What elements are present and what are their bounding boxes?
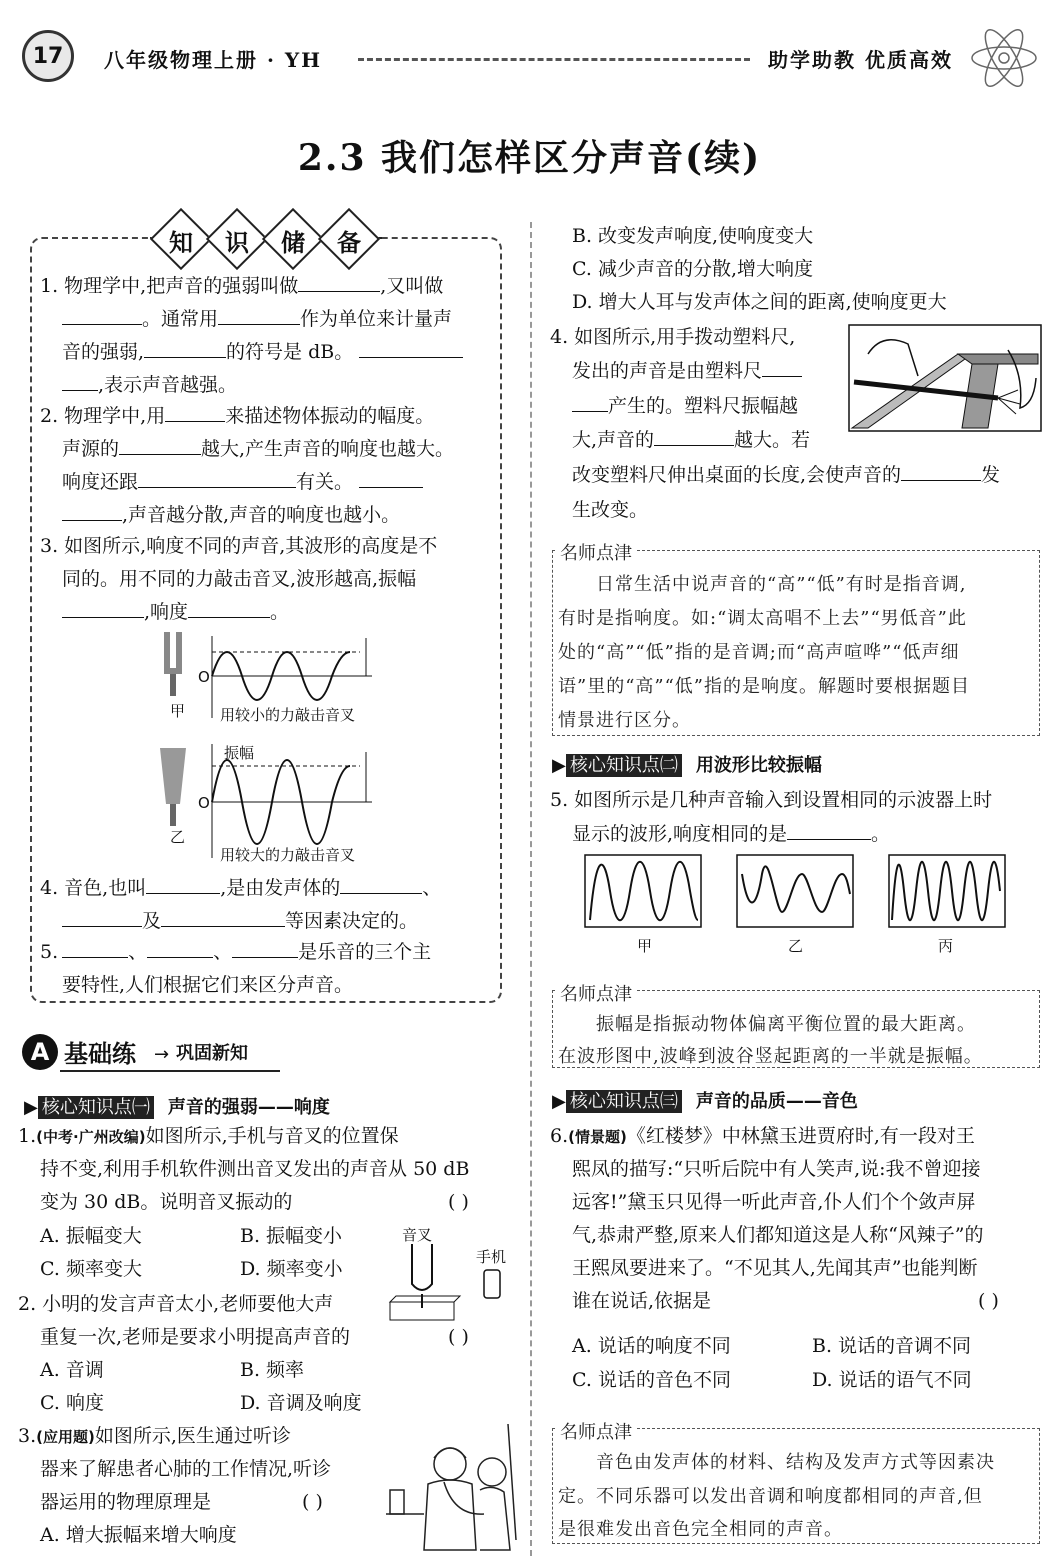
amplitude-label: 振幅 [224, 744, 255, 762]
q4-line3: 产生的。塑料尺振幅越 [572, 390, 798, 423]
fork-and-phone-figure [384, 1240, 514, 1330]
k2-line3: 响度还跟 有关。 [62, 466, 423, 499]
k1-line2: 。通常用 作为单位来计量声 [62, 303, 452, 336]
q1-option-b[interactable]: B. 振幅变小 [240, 1225, 343, 1247]
knowledge-banner: 知 识 储 备 [150, 211, 382, 267]
k4-line2: 及 等因素决定的。 [62, 905, 418, 938]
q3-answer-paren[interactable]: ( ) [302, 1491, 323, 1513]
oscilloscope-c [889, 855, 1005, 927]
fork-caption-b: 用较大的力敲击音叉 [220, 846, 356, 864]
q6-answer-paren[interactable]: ( ) [978, 1290, 999, 1312]
tip2-line2: 在波形图中,波峰到波谷竖起距离的一半就是振幅。 [558, 1046, 983, 1067]
oscilloscope-a [585, 855, 701, 927]
k2-line2: 声源的 越大,产生声音的响度也越大。 [62, 438, 455, 460]
oscilloscope-label-a: 甲 [637, 937, 653, 955]
q6-line2: 熙凤的描写:“只听后院中有人笑声,说:我不曾迎接 [572, 1158, 981, 1180]
kp3-header: ▶ 核心知识点㈢ 声音的品质——音色 [552, 1091, 858, 1112]
fork-label-a: 甲 [170, 702, 186, 720]
k5-line1: 5. 、 、 是乐音的三个主 [40, 941, 432, 963]
q6-line5: 王熙凤要进来了。“不见其人,先闻其声”也能判断 [572, 1257, 978, 1279]
q4-line6: 生改变。 [572, 499, 649, 521]
k3-line1: 3. 如图所示,响度不同的声音,其波形的高度是不 [40, 535, 438, 557]
q1-option-c[interactable]: C. 频率变大 [40, 1258, 142, 1280]
kp2-header: ▶ 核心知识点㈡ 用波形比较振幅 [552, 755, 822, 776]
q2-option-c[interactable]: C. 响度 [40, 1392, 104, 1414]
q4-line5: 改变塑料尺伸出桌面的长度,会使声音的 发 [572, 464, 1001, 486]
tuning-fork-b-icon [160, 748, 186, 826]
column-divider [530, 222, 532, 1556]
practice-badge: A [22, 1034, 58, 1070]
header-divider [358, 58, 750, 61]
book-title: 八年级物理上册 · YH [104, 48, 323, 72]
tip1-line5: 情景进行区分。 [558, 710, 691, 731]
oscilloscope-label-b: 乙 [788, 937, 804, 955]
tip1-line3: 处的“高”“低”指的是音调;而“高声喧哗”“低声细 [558, 642, 960, 663]
k3-line2: 同的。用不同的力敲击音叉,波形越高,振幅 [62, 568, 417, 590]
kp1-header: ▶ 核心知识点㈠ 声音的强弱——响度 [24, 1097, 330, 1118]
tip1-line4: 语”里的“高”“低”指的是响度。解题时要根据题目 [558, 676, 971, 697]
doctor-stethoscope-figure [384, 1420, 520, 1560]
tip3-line1: 音色由发声体的材料、结构及发声方式等因素决 [596, 1452, 995, 1473]
k1-line4: ,表示声音越强。 [62, 369, 237, 402]
ruler-on-table-figure [848, 324, 1042, 432]
tip3-line2: 定。不同乐器可以发出音调和响度都相同的声音,但 [558, 1486, 983, 1507]
header-slogan: 助学助教 优质高效 [768, 48, 953, 72]
q6-line1: 6.(情景题)《红楼梦》中林黛玉进贾府时,有一段对王 [550, 1125, 975, 1147]
page-title: 2.3 我们怎样区分声音(续) [297, 137, 762, 179]
k5-line2: 要特性,人们根据它们来区分声音。 [62, 974, 354, 996]
practice-title: 基础练 [64, 1040, 136, 1068]
origin-label-b: O [198, 794, 210, 812]
q4-line1: 4. 如图所示,用手拨动塑料尺, [550, 326, 796, 348]
phone-icon [484, 1270, 500, 1298]
oscilloscope-figure [584, 854, 1008, 930]
fork-caption-a: 用较小的力敲击音叉 [220, 706, 356, 724]
tip3-line3: 是很难发出音色完全相同的声音。 [558, 1519, 843, 1540]
atom-logo-icon [968, 22, 1040, 94]
k1-line3: 音的强弱, 的符号是 dB。 [62, 336, 463, 369]
q1-line1: 1.(中考·广州改编)如图所示,手机与音叉的位置保 [18, 1125, 399, 1147]
tip1-line1: 日常生活中说声音的“高”“低”有时是指音调, [596, 574, 967, 595]
tip2-line1: 振幅是指振动物体偏离平衡位置的最大距离。 [596, 1014, 976, 1035]
k4-line1: 4. 音色,也叫 ,是由发声体的 、 [40, 877, 442, 899]
q3-line2: 器来了解患者心肺的工作情况,听诊 [40, 1458, 332, 1480]
q1-line2: 持不变,利用手机软件测出音叉发出的声音从 50 dB [40, 1158, 470, 1180]
q3-option-a[interactable]: A. 增大振幅来增大响度 [40, 1524, 237, 1546]
q6-option-b[interactable]: B. 说话的音调不同 [812, 1335, 972, 1357]
q2-answer-paren[interactable]: ( ) [448, 1326, 469, 1348]
q3-option-d[interactable]: D. 增大人耳与发声体之间的距离,使响度更大 [572, 291, 947, 313]
q2-option-a[interactable]: A. 音调 [40, 1359, 104, 1381]
q6-option-a[interactable]: A. 说话的响度不同 [572, 1335, 731, 1357]
practice-subtitle: 巩固新知 [176, 1043, 248, 1064]
q2-line2: 重复一次,老师是要求小明提高声音的 [40, 1326, 351, 1348]
q2-option-b[interactable]: B. 频率 [240, 1359, 305, 1381]
k1-line1: 1. 物理学中,把声音的强弱叫做 ,又叫做 [40, 275, 444, 297]
q1-option-a[interactable]: A. 振幅变大 [40, 1225, 142, 1247]
tuning-fork-a-icon [164, 632, 182, 696]
q5-line2: 显示的波形,响度相同的是 。 [572, 823, 891, 845]
q5-line1: 5. 如图所示是几种声音输入到设置相同的示波器上时 [550, 789, 993, 811]
q6-option-c[interactable]: C. 说话的音色不同 [572, 1369, 731, 1391]
q1-line3: 变为 30 dB。说明音叉振动的 [40, 1191, 293, 1213]
oscilloscope-b [737, 855, 853, 927]
q2-option-d[interactable]: D. 音调及响度 [240, 1392, 362, 1414]
q4-line2: 发出的声音是由塑料尺 [572, 355, 802, 388]
origin-label-a: O [198, 668, 210, 686]
practice-underline [60, 1070, 280, 1072]
q1-phone-label: 手机 [476, 1248, 507, 1266]
k2-line4: ,声音越分散,声音的响度也越小。 [62, 499, 400, 532]
q6-option-d[interactable]: D. 说话的语气不同 [812, 1369, 972, 1391]
q6-line6: 谁在说话,依据是 [572, 1290, 712, 1312]
q1-option-d[interactable]: D. 频率变小 [240, 1258, 343, 1280]
q3-line1: 3.(应用题)如图所示,医生通过听诊 [18, 1425, 291, 1447]
page-number: 17 [22, 30, 74, 82]
tip1-label: 名师点津 [556, 539, 636, 565]
q2-line1: 2. 小明的发言声音太小,老师要他大声 [18, 1293, 334, 1315]
q3-option-b[interactable]: B. 改变发声响度,使响度变大 [572, 225, 814, 247]
q4-line4: 大,声音的 越大。若 [572, 429, 811, 451]
tip1-line2: 有时是指响度。如:“调太高唱不上去”“男低音”此 [558, 608, 967, 629]
oscilloscope-label-c: 丙 [938, 937, 954, 955]
tip3-label: 名师点津 [556, 1418, 636, 1444]
q6-line4: 气,恭肃严整,原来人们都知道这是人称“风辣子”的 [572, 1224, 984, 1246]
q3-line3: 器运用的物理原理是 [40, 1491, 212, 1513]
q6-line3: 远客!”黛玉只见得一听此声音,仆人们个个敛声屏 [572, 1191, 976, 1213]
q1-answer-paren[interactable]: ( ) [448, 1191, 469, 1213]
fork-label-b: 乙 [170, 828, 186, 846]
k3-line3: ,响度 。 [62, 596, 289, 629]
tip2-label: 名师点津 [556, 980, 636, 1006]
q3-option-c[interactable]: C. 减少声音的分散,增大响度 [572, 258, 813, 280]
k2-line1: 2. 物理学中,用 来描述物体振动的幅度。 [40, 405, 435, 427]
q1-fork-label: 音叉 [402, 1226, 433, 1244]
